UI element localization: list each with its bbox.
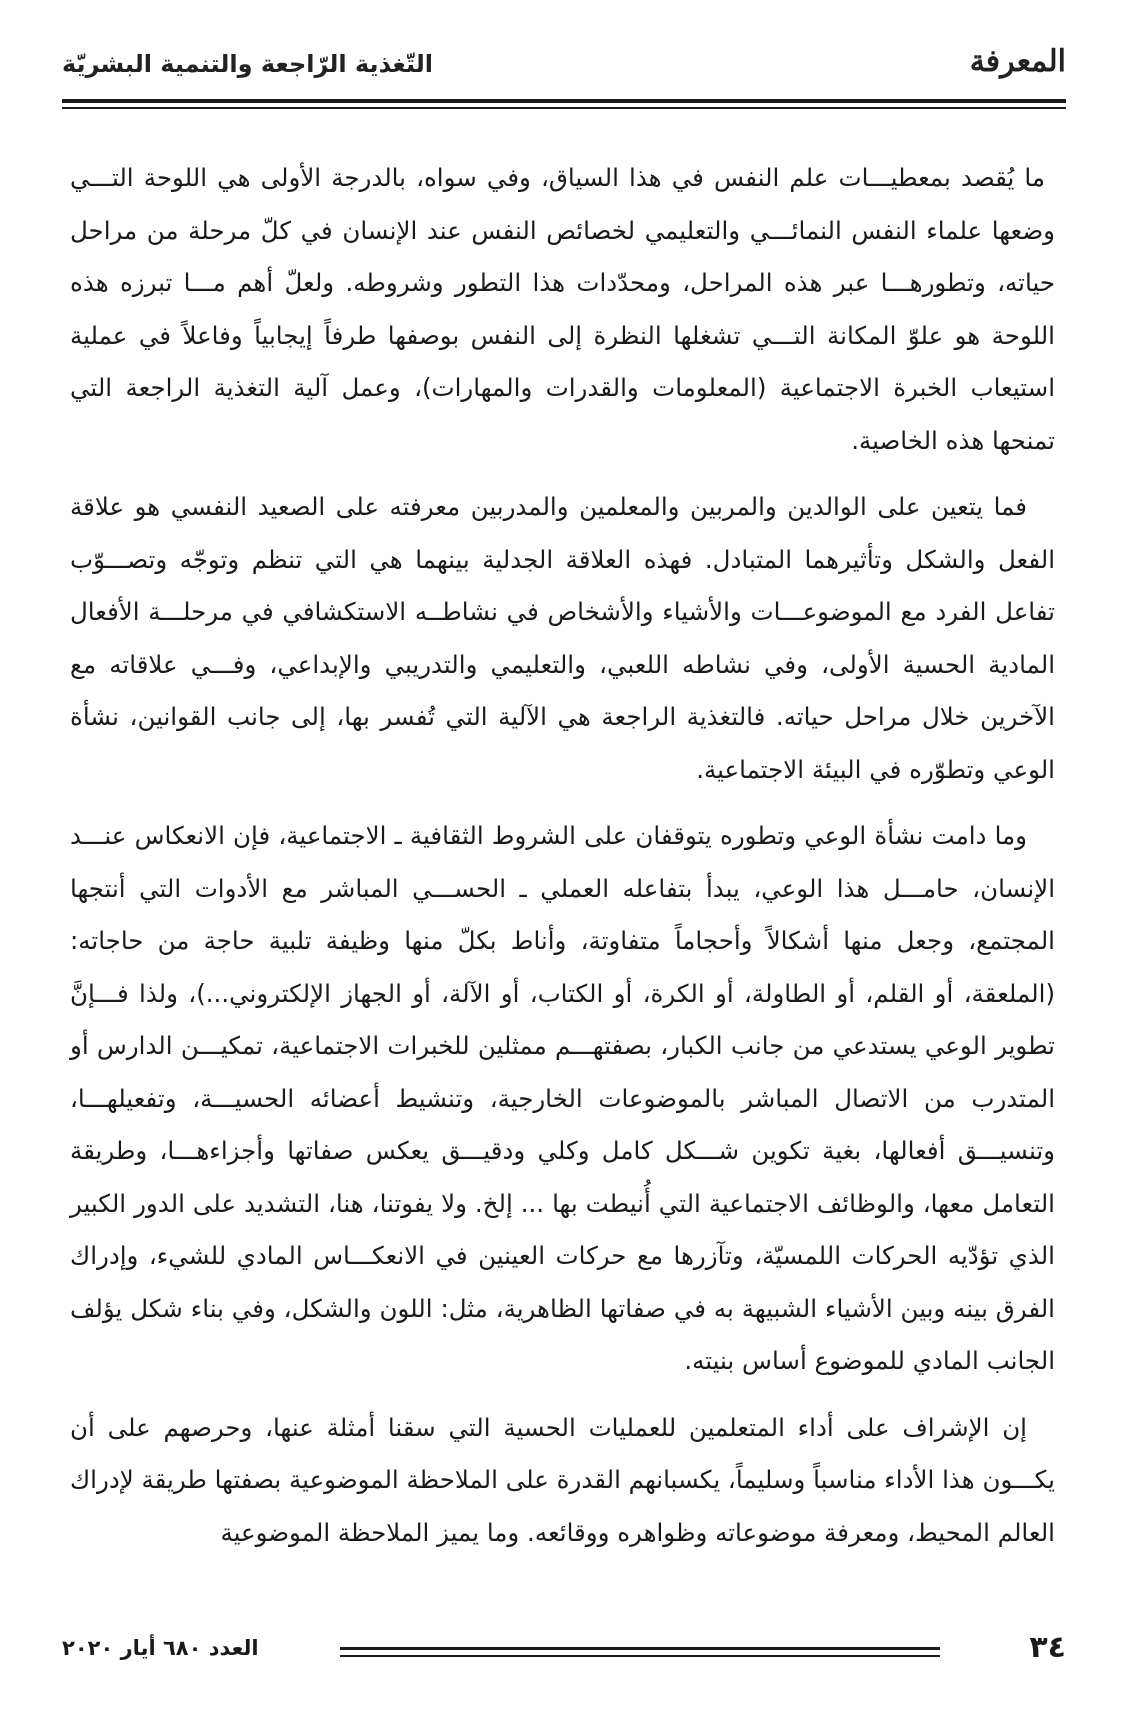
header-rule-thin [62,107,1066,109]
header-rule [62,99,1066,103]
article-body [70,152,1055,1573]
page-number: ٣٤ [1029,1630,1066,1665]
paragraph-3: وما دامت نشأة الوعي وتطوره يتوقفان على الشروط الثقافية ـ الاجتماعية، فإن الانعكاس عنـــد الإنسان، حامـــل هذا الوعي، يبدأ بتفاعله العملي ـ الحســـي المباشر مع الأدوات التي أنتجها المجتمع، وجعل منها أشكالاً وأحجاماً متفاوتة، وأناط بكلّ منها وظيفة تلبية حاجة من حاجاته: (الملعقة، أو القلم، أو الطاولة، أو الكرة، أو الكتاب، أو الآلة، أو الجهاز الإلكتروني...)، ولذا فـــإنَّ تطوير الوعي يستدعي من جانب الكبار، بصفتهـــم ممثلين للخبرات الاجتماعية، تمكيـــن الدارس أو المتدرب من الاتصال المباشر بالموضوعات الخارجية، وتنشيط أعضائه الحسيـــة، وتفعيلهـــا، وتنسيـــق أفعالها، بغية تكوين شـــكل كامل وكلي ودقيـــق يعكس صفاتها وأجزاءهـــا، وطريقة التعامل معها، والوظائف الاجتماعية التي أُنيطت بها ... إلخ. ولا يفوتنا، هنا، التشديد على الدور الكبير الذي تؤدّيه الحركات اللمسيّة، وتآزرها مع حركات العينين في الانعكـــاس المادي للشيء، وإدراك الفرق بينه وبين الأشياء الشبيهة به في صفاتها الظاهرية، مثل: اللون والشكل، وفي بناء شكل يؤلف الجانب المادي للموضوع أساس بنيته. [70,821,1055,1375]
page-header [62,40,1066,100]
paragraph-1: ما يُقصد بمعطيـــات علم النفس في هذا السياق، وفي سواه، بالدرجة الأولى هي اللوحة التـــي وضعها علماء النفس النمائـــي والتعليمي لخصائص النفس عند الإنسان في كلّ مرحلة من مراحل حياته، وتطورهـــا عبر هذه المراحل، ومحدّدات هذا التطور وشروطه. ولعلّ أهم مـــا تبرزه هذه اللوحة هو علوّ المكانة التـــي تشغلها النظرة إلى النفس بوصفها طرفاً إيجابياً وفاعلاً في عملية استيعاب الخبرة الاجتماعية (المعلومات والقدرات والمهارات)، وعمل آلية التغذية الراجعة التي تمنحها هذه الخاصية. [70,163,1055,455]
paragraph-2: فما يتعين على الوالدين والمربين والمعلمين والمدربين معرفته على الصعيد النفسي هو علاقة الفعل والشكل وتأثيرهما المتبادل. فهذه العلاقة الجدلية بينهما هي التي تنظم وتوجّه وتصـــوّب تفاعل الفرد مع الموضوعـــات والأشياء والأشخاص في نشاطــه الاستكشافي في مرحلـــة الأفعال المادية الحسية الأولى، وفي نشاطه اللعبي، والتعليمي والتدريبي والإبداعي، وفـــي علاقاته مع الآخرين خلال مراحل حياته. فالتغذية الراجعة هي الآلية التي تُفسر بها، إلى جانب القوانين، نشأة الوعي وتطوّره في البيئة الاجتماعية. [70,492,1055,784]
page-footer [62,1630,1066,1670]
issue-info: العدد ٦٨٠ أيار ٢٠٢٠ [62,1636,259,1660]
running-title: التّغذية الرّاجعة والتنمية البشريّة [62,50,434,78]
magazine-logo: المعرفة [969,44,1066,79]
paragraph-4: إن الإشراف على أداء المتعلمين للعمليات الحسية التي سقنا أمثلة عنها، وحرصهم على أن يكـــون هذا الأداء مناسباً وسليماً، يكسبانهم القدرة على الملاحظة الموضوعية بصفتها طريقة لإدراك العالم المحيط، ومعرفة موضوعاته وظواهره ووقائعه. وما يميز الملاحظة الموضوعية [69,1412,1055,1547]
